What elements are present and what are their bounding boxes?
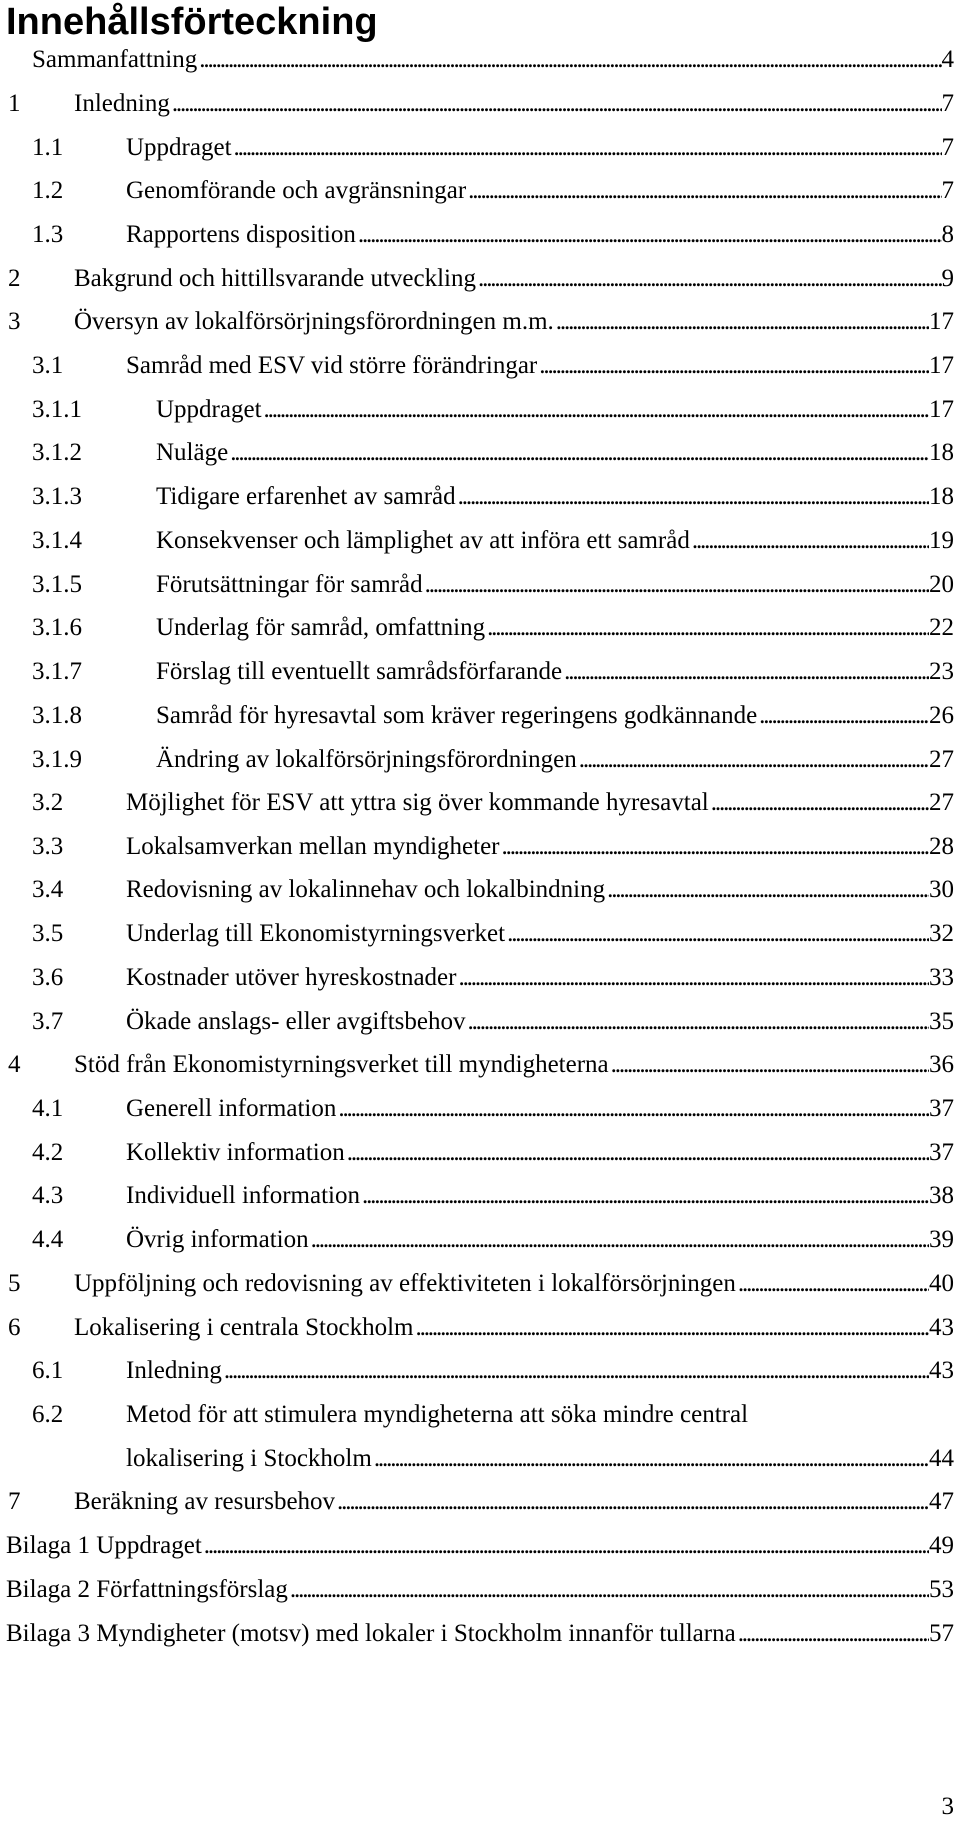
toc-entry[interactable]	[156, 613, 954, 643]
toc-dot-leader	[338, 1094, 929, 1124]
toc-dot-leader	[502, 832, 930, 862]
toc-heading: Innehållsförteckning	[6, 1, 378, 43]
toc-entry-page: 33	[929, 964, 954, 991]
toc-entry-page: 37	[929, 1095, 954, 1122]
toc-dot-leader	[172, 89, 942, 119]
toc-entry-page: 4	[941, 46, 954, 73]
toc-entry-number: 3.6	[32, 964, 64, 991]
toc-entry[interactable]	[126, 1181, 954, 1211]
toc-entry-number: 4	[8, 1051, 21, 1078]
toc-entry-page: 57	[929, 1620, 954, 1647]
toc-entry-number: 5	[8, 1270, 21, 1297]
toc-entry[interactable]	[156, 701, 954, 731]
toc-entry-page: 32	[929, 920, 954, 947]
toc-entry-title: Uppföljning och redovisning av effektiviteten i lokalförsörjningen	[74, 1270, 736, 1297]
toc-entry-title: Ändring av lokalförsörjningsförordningen	[156, 746, 577, 773]
toc-dot-leader	[478, 264, 942, 294]
toc-entry-number: 3.1.8	[32, 702, 82, 729]
toc-entry-title: Uppdraget	[156, 396, 262, 423]
toc-dot-leader	[692, 526, 929, 556]
toc-entry-title: Genomförande och avgränsningar	[126, 177, 467, 204]
toc-entry-number: 6.2	[32, 1401, 64, 1428]
toc-dot-leader	[468, 176, 941, 206]
toc-dot-leader	[199, 45, 941, 75]
toc-entry-title: Rapportens disposition	[126, 221, 356, 248]
toc-entry-title: Lokalsamverkan mellan myndigheter	[126, 833, 500, 860]
toc-entry-page: 27	[929, 789, 954, 816]
toc-entry-title: Underlag till Ekonomistyrningsverket	[126, 920, 506, 947]
toc-entry[interactable]	[74, 1050, 954, 1080]
toc-dot-leader	[487, 613, 929, 643]
toc-entry-number: 4.2	[32, 1139, 64, 1166]
toc-dot-leader	[556, 307, 929, 337]
toc-entry-page: 18	[929, 439, 954, 466]
toc-entry[interactable]	[156, 395, 954, 425]
toc-dot-leader	[230, 438, 929, 468]
toc-entry[interactable]	[74, 1269, 954, 1299]
toc-dot-leader	[507, 919, 929, 949]
toc-entry-title: Bilaga 2 Författningsförslag	[6, 1576, 288, 1603]
toc-entry-page: 28	[929, 833, 954, 860]
toc-entry[interactable]	[126, 1444, 954, 1474]
toc-entry[interactable]	[6, 1531, 954, 1561]
toc-dot-leader	[607, 875, 929, 905]
toc-entry[interactable]	[74, 264, 954, 294]
toc-dot-leader	[416, 1313, 930, 1343]
toc-entry-page: 36	[929, 1051, 954, 1078]
toc-entry-number: 1.2	[32, 177, 64, 204]
toc-entry-number: 6.1	[32, 1357, 64, 1384]
toc-entry-number: 3.1	[32, 352, 64, 379]
toc-entry-page: 43	[929, 1357, 954, 1384]
toc-entry-page: 27	[929, 746, 954, 773]
toc-entry[interactable]	[126, 1138, 954, 1168]
toc-entry-title: Översyn av lokalförsörjningsförordningen m.m.	[74, 308, 554, 335]
toc-dot-leader	[759, 701, 929, 731]
toc-entry-title: Möjlighet för ESV att yttra sig över kommande hyresavtal	[126, 789, 709, 816]
toc-dot-leader	[311, 1225, 929, 1255]
toc-dot-leader	[362, 1181, 929, 1211]
toc-entry-number: 3.1.6	[32, 614, 82, 641]
toc-entry-title: Bilaga 3 Myndigheter (motsv) med lokaler i Stockholm innanför tullarna	[6, 1620, 736, 1647]
toc-dot-leader	[425, 570, 929, 600]
toc-entry[interactable]	[126, 1356, 954, 1386]
toc-dot-leader	[711, 788, 929, 818]
toc-entry-page: 49	[929, 1532, 954, 1559]
toc-entry-page: 22	[929, 614, 954, 641]
toc-dot-leader	[458, 963, 929, 993]
toc-entry[interactable]	[156, 482, 954, 512]
toc-entry-title[interactable]: Metod för att stimulera myndigheterna att söka mindre central	[126, 1401, 749, 1428]
toc-entry-title: Lokalisering i centrala Stockholm	[74, 1314, 414, 1341]
toc-entry-page: 39	[929, 1226, 954, 1253]
toc-entry-number: 3.7	[32, 1008, 64, 1035]
toc-entry-title: Bilaga 1 Uppdraget	[6, 1532, 202, 1559]
page-number: 3	[941, 1793, 954, 1820]
toc-entry-number: 6	[8, 1314, 21, 1341]
toc-dot-leader	[738, 1619, 929, 1649]
toc-dot-leader	[611, 1050, 929, 1080]
toc-entry[interactable]	[74, 1313, 954, 1343]
toc-entry-page: 18	[929, 483, 954, 510]
toc-dot-leader	[264, 395, 929, 425]
toc-entry[interactable]	[126, 919, 954, 949]
toc-entry-number: 3.1.1	[32, 396, 82, 423]
toc-dot-leader	[458, 482, 929, 512]
toc-dot-leader	[234, 133, 942, 163]
toc-dot-leader	[738, 1269, 929, 1299]
toc-dot-leader	[579, 745, 929, 775]
toc-entry-title: Kollektiv information	[126, 1139, 345, 1166]
toc-entry-title: Bakgrund och hittillsvarande utveckling	[74, 265, 476, 292]
toc-entry[interactable]	[74, 1487, 954, 1517]
toc-entry-page: 19	[929, 527, 954, 554]
toc-entry-number: 3.5	[32, 920, 64, 947]
toc-entry[interactable]	[126, 788, 954, 818]
toc-entry-number: 1.3	[32, 221, 64, 248]
toc-entry-number: 4.3	[32, 1182, 64, 1209]
toc-entry[interactable]	[6, 1575, 954, 1605]
toc-entry-page: 26	[929, 702, 954, 729]
toc-entry-page: 8	[941, 221, 954, 248]
toc-entry-number: 3.1.2	[32, 439, 82, 466]
toc-entry-page: 7	[941, 134, 954, 161]
toc-entry-title: Underlag för samråd, omfattning	[156, 614, 486, 641]
toc-entry[interactable]	[126, 133, 954, 163]
toc-entry-title: Förutsättningar för samråd	[156, 571, 423, 598]
toc-dot-leader	[564, 657, 929, 687]
toc-dot-leader	[374, 1444, 929, 1474]
toc-entry-title: Tidigare erfarenhet av samråd	[156, 483, 456, 510]
toc-entry-title: Individuell information	[126, 1182, 360, 1209]
toc-entry-page: 17	[929, 308, 954, 335]
toc-entry-title: Sammanfattning	[32, 46, 198, 73]
toc-entry-title: Samråd med ESV vid större förändringar	[126, 352, 538, 379]
toc-entry[interactable]	[156, 745, 954, 775]
toc-entry[interactable]	[32, 45, 954, 75]
toc-entry[interactable]	[126, 832, 954, 862]
toc-entry-page: 9	[941, 265, 954, 292]
toc-entry-page: 53	[929, 1576, 954, 1603]
toc-entry-title: Förslag till eventuellt samrådsförfarande	[156, 658, 563, 685]
toc-entry-title: Inledning	[74, 90, 170, 117]
toc-dot-leader	[224, 1356, 929, 1386]
toc-entry[interactable]	[74, 307, 954, 337]
toc-entry-title: Stöd från Ekonomistyrningsverket till myndigheterna	[74, 1051, 609, 1078]
toc-dot-leader	[539, 351, 929, 381]
toc-entry-number: 7	[8, 1488, 21, 1515]
toc-entry[interactable]	[126, 176, 954, 206]
toc-entry[interactable]	[126, 1007, 954, 1037]
toc-entry-title: Generell information	[126, 1095, 337, 1122]
toc-entry-page: 17	[929, 396, 954, 423]
toc-entry-title: Redovisning av lokalinnehav och lokalbindning	[126, 876, 606, 903]
toc-entry-number: 3.2	[32, 789, 64, 816]
toc-entry[interactable]	[156, 570, 954, 600]
toc-entry-page: 40	[929, 1270, 954, 1297]
toc-entry-number: 1	[8, 90, 21, 117]
toc-entry[interactable]	[126, 1225, 954, 1255]
toc-entry-number: 3.1.9	[32, 746, 82, 773]
toc-dot-leader	[337, 1487, 929, 1517]
toc-entry-page: 44	[929, 1445, 954, 1472]
toc-entry-page: 35	[929, 1008, 954, 1035]
toc-entry[interactable]	[6, 1619, 954, 1649]
toc-entry[interactable]	[126, 1094, 954, 1124]
toc-entry-page: 20	[929, 571, 954, 598]
toc-entry-title: Kostnader utöver hyreskostnader	[126, 964, 457, 991]
toc-entry[interactable]	[156, 657, 954, 687]
toc-entry-page: 38	[929, 1182, 954, 1209]
toc-entry[interactable]	[74, 89, 954, 119]
toc-entry-page: 7	[941, 177, 954, 204]
toc-entry-number: 3	[8, 308, 21, 335]
toc-entry-number: 3.1.5	[32, 571, 82, 598]
toc-entry-number: 3.4	[32, 876, 64, 903]
toc-entry-page: 47	[929, 1488, 954, 1515]
toc-entry[interactable]	[126, 351, 954, 381]
toc-entry[interactable]	[156, 526, 954, 556]
toc-dot-leader	[467, 1007, 929, 1037]
toc-entry-page: 37	[929, 1139, 954, 1166]
toc-entry-number: 3.1.3	[32, 483, 82, 510]
toc-entry-title: Beräkning av resursbehov	[74, 1488, 336, 1515]
toc-entry-page: 7	[941, 90, 954, 117]
toc-entry-page: 17	[929, 352, 954, 379]
toc-entry[interactable]	[126, 963, 954, 993]
toc-dot-leader	[204, 1531, 929, 1561]
toc-entry-title: lokalisering i Stockholm	[126, 1445, 372, 1472]
toc-entry-title: Konsekvenser och lämplighet av att införa ett samråd	[156, 527, 690, 554]
toc-dot-leader	[347, 1138, 929, 1168]
toc-entry-title: Ökade anslags- eller avgiftsbehov	[126, 1008, 466, 1035]
toc-entry-title: Uppdraget	[126, 134, 232, 161]
toc-entry-page: 30	[929, 876, 954, 903]
toc-entry-page: 23	[929, 658, 954, 685]
toc-entry-title: Övrig information	[126, 1226, 309, 1253]
toc-entry[interactable]	[126, 220, 954, 250]
toc-entry-number: 3.1.4	[32, 527, 82, 554]
toc-entry-page: 43	[929, 1314, 954, 1341]
toc-entry[interactable]	[156, 438, 954, 468]
toc-entry-title: Inledning	[126, 1357, 222, 1384]
toc-entry-number: 3.3	[32, 833, 64, 860]
toc-entry-number: 4.4	[32, 1226, 64, 1253]
toc-entry-number: 1.1	[32, 134, 64, 161]
toc-entry-number: 2	[8, 265, 21, 292]
toc-dot-leader	[358, 220, 942, 250]
toc-entry-number: 4.1	[32, 1095, 64, 1122]
toc-dot-leader	[290, 1575, 929, 1605]
toc-entry-title: Samråd för hyresavtal som kräver regeringens godkännande	[156, 702, 758, 729]
toc-entry-number: 3.1.7	[32, 658, 82, 685]
toc-entry[interactable]	[126, 875, 954, 905]
toc-entry-title: Nuläge	[156, 439, 229, 466]
